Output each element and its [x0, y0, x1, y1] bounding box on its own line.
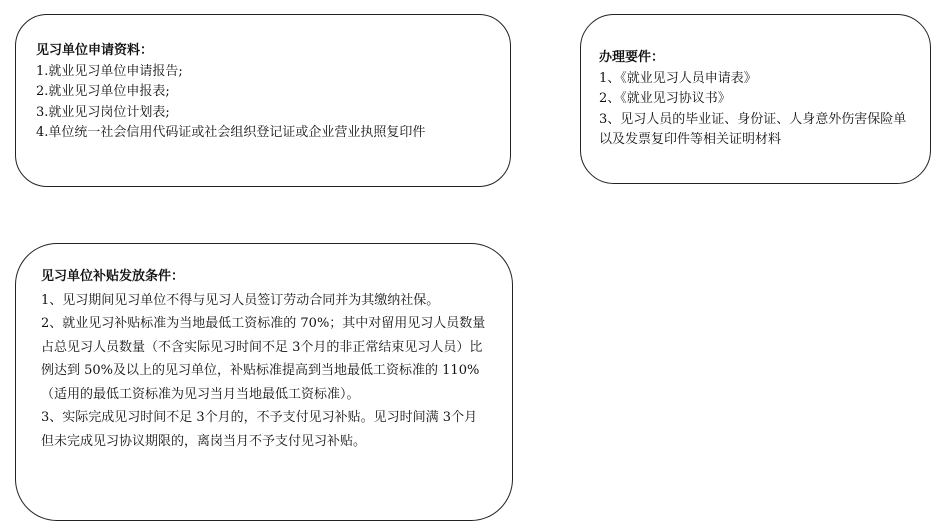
application-material-item: 2.就业见习单位申报表; [36, 84, 170, 99]
subsidy-condition-item: 1、见习期间见习单位不得与见习人员签订劳动合同并为其缴纳社保。 [41, 292, 440, 308]
requirements-title: 办理要件： [599, 50, 665, 65]
requirement-item: 2、《就业见习协议书》 [599, 91, 731, 106]
application-material-item: 4.单位统一社会信用代码证或社会组织登记证或企业营业执照复印件 [36, 125, 426, 140]
subsidy-conditions-title: 见习单位补贴发放条件： [41, 269, 185, 284]
application-material-item: 3.就业见习岗位计划表; [36, 104, 170, 120]
application-materials-box [15, 14, 511, 187]
application-material-item: 1.就业见习单位申请报告; [36, 63, 183, 79]
requirement-item: 3、见习人员的毕业证、身份证、人身意外伤害保险单以及发票复印件等相关证明材料 [599, 111, 907, 147]
subsidy-conditions-box [15, 243, 513, 521]
requirement-item: 1、《就业见习人员申请表》 [599, 70, 757, 86]
subsidy-condition-item: 2、就业见习补贴标准为当地最低工资标准的 70%；其中对留用见习人员数量占总见习人员数量（不含实际见习时间不足 3个月的非正常结束见习人员）比例达到 50%及以上的见习单位，补贴标准提高到当地最低工资标准的 110%（适用的最低工资标准为见习当月当地最低工资标准）。 [41, 316, 486, 402]
requirements-box [580, 14, 931, 184]
application-materials-title: 见习单位申请资料： [36, 43, 154, 58]
subsidy-condition-item: 3、实际完成见习时间不足 3个月的，不予支付见习补贴。见习时间满 3个月但未完成见习协议期限的，离岗当月不予支付见习补贴。 [41, 410, 478, 449]
